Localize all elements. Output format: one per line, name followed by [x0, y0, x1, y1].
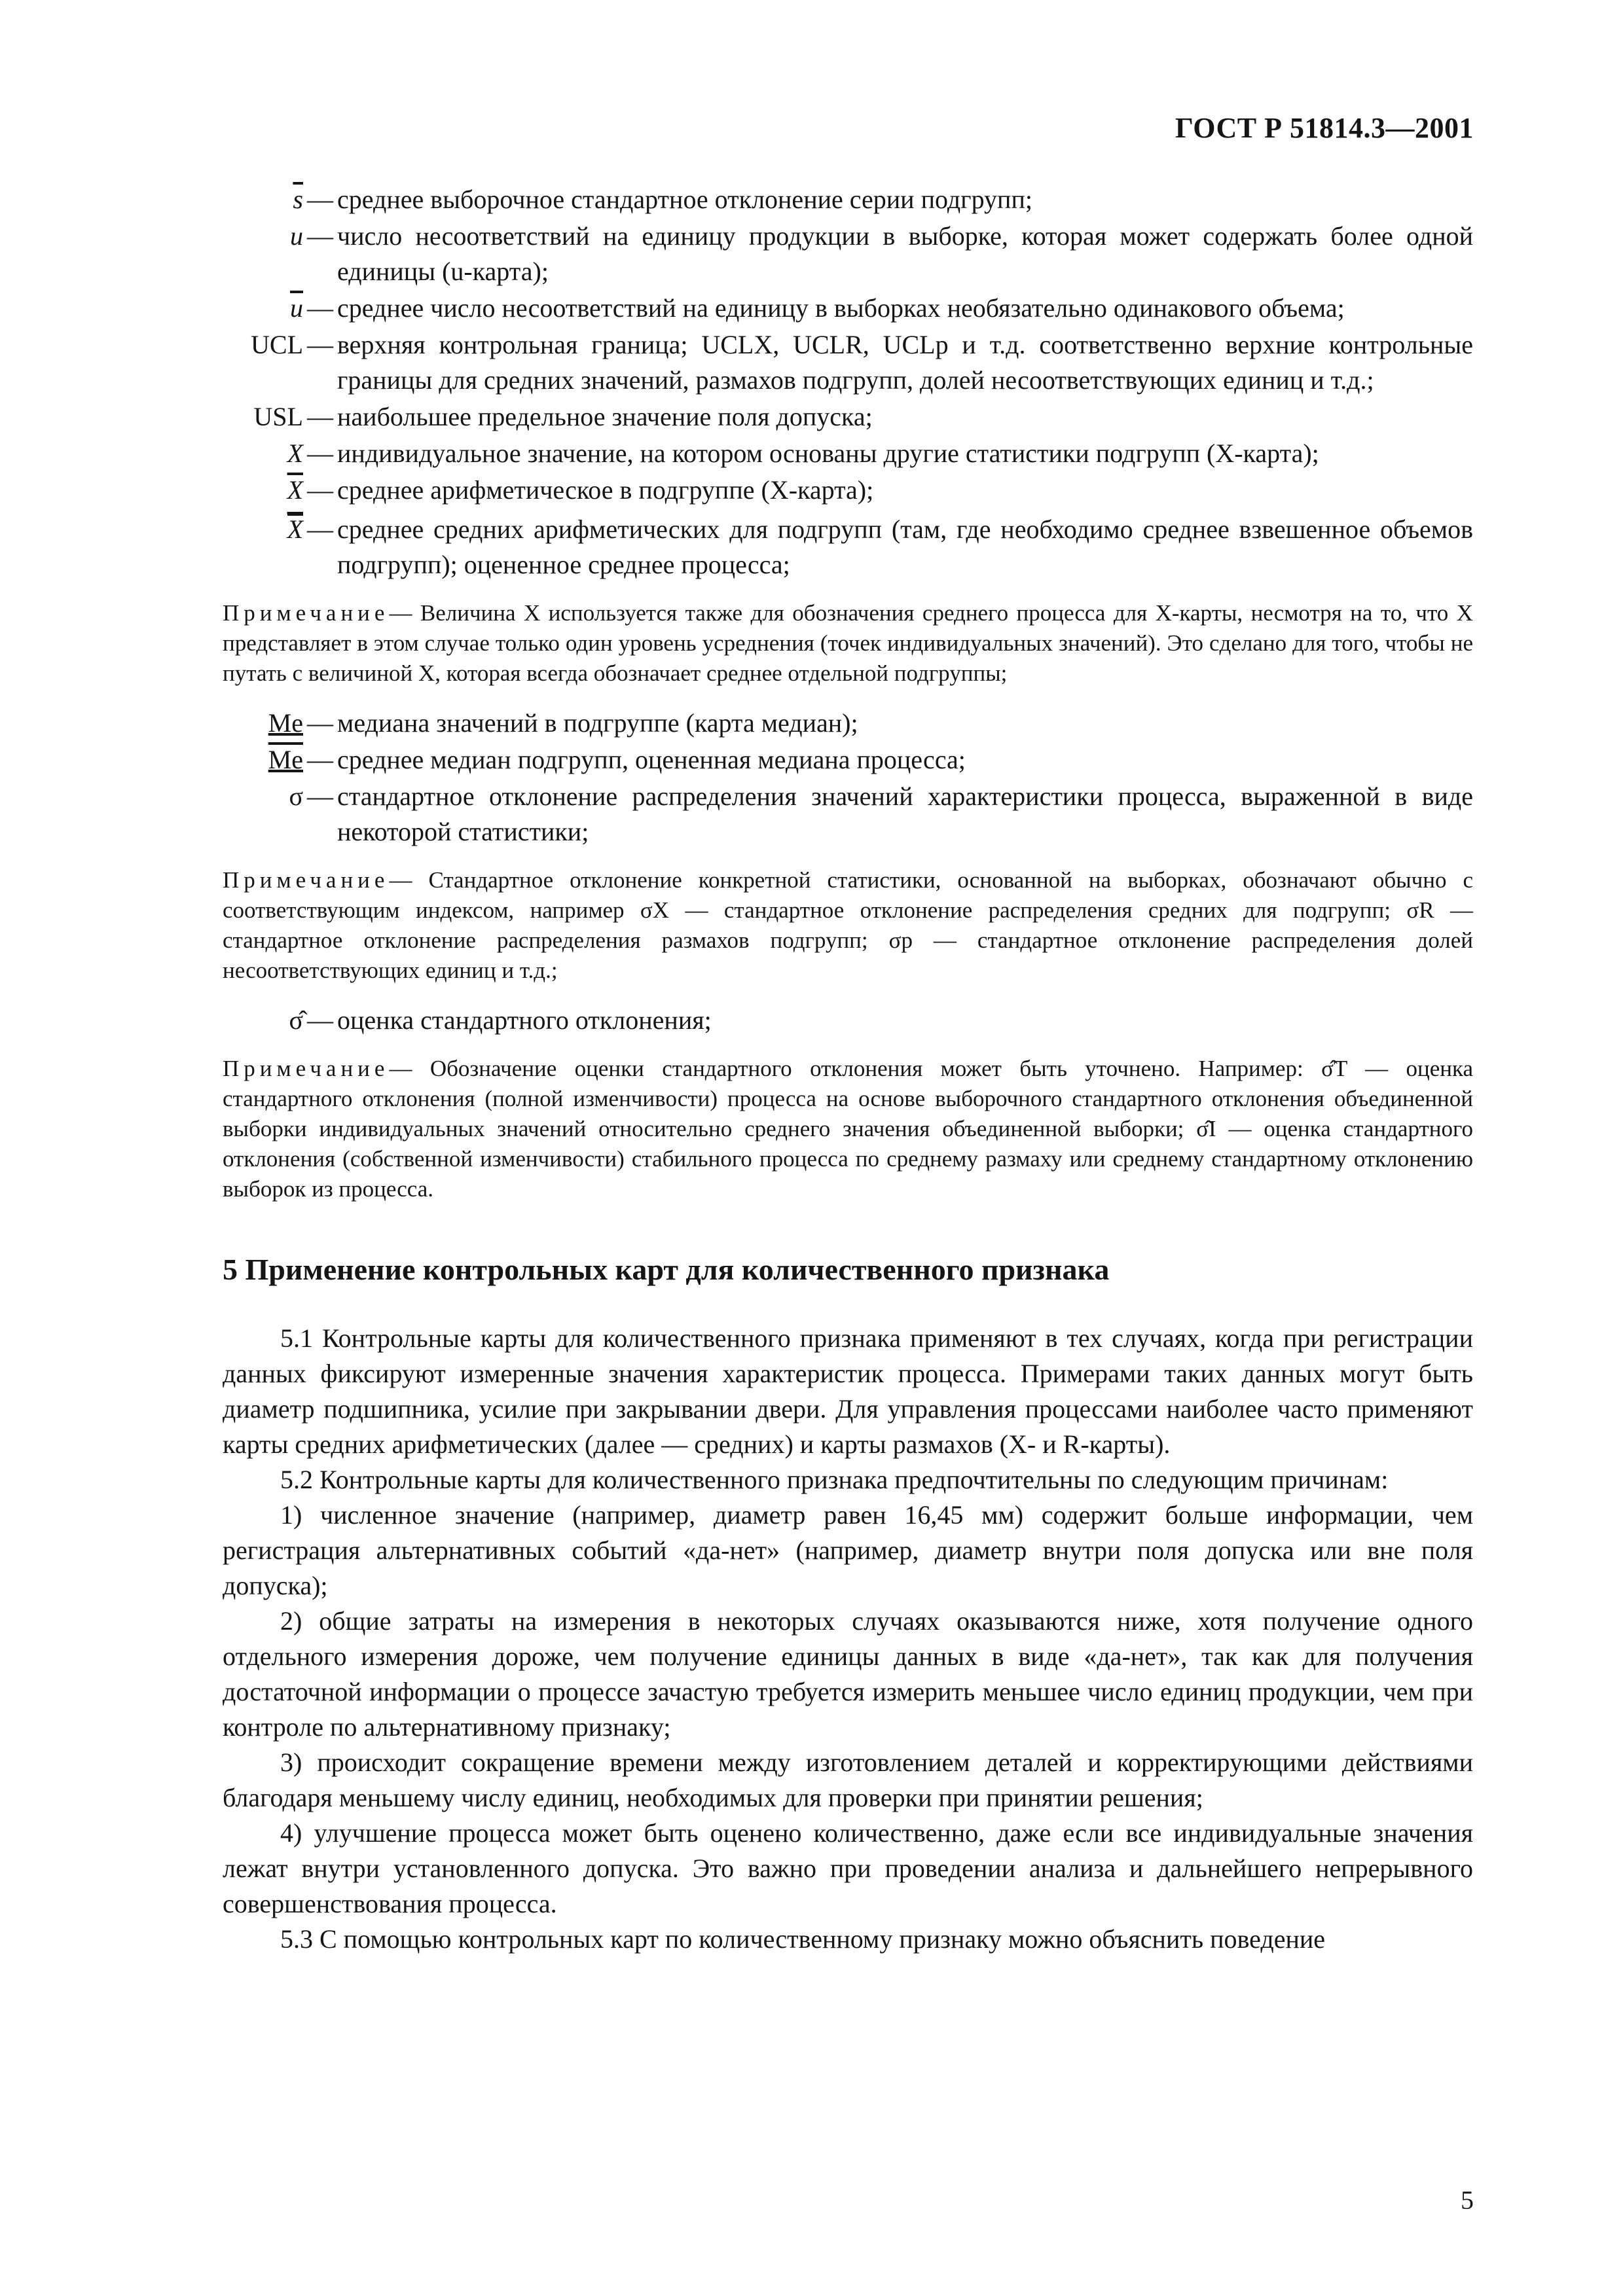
note-label: Примечание	[223, 600, 390, 626]
symbol: USL	[253, 402, 303, 431]
note-label: Примечание	[223, 1056, 390, 1081]
note-text: — Величина X используется также для обозначения среднего процесса для X-карты, несмотря на то, что X представляет в этом случае только один уровень усреднения (точек индивидуальных значений). Это сделано для того, чтобы не путать с величиной X, которая всегда обозначает среднее отдельной подгруппы;	[223, 600, 1473, 686]
paragraph: 3) происходит сокращение времени между изготовлением деталей и корректирующими действиями благодаря меньшему числу единиц, необходимых для проверки при принятии решения;	[223, 1748, 1473, 1812]
symbol: $\overline{s}$	[293, 185, 303, 214]
page-number: 5	[1461, 2185, 1474, 2215]
definition-text: число несоответствий на единицу продукции в выборке, которая может содержать более одной единицы (u-карта);	[337, 221, 1473, 286]
symbol: Me	[268, 745, 303, 774]
symbol: σ	[289, 781, 303, 811]
symbol: σ̂	[289, 1005, 303, 1035]
note-text: — Стандартное отклонение конкретной статистики, основанной на выборках, обозначают обычно с соответствующим индексом, например σX — стандартное отклонение распределения средних для подгрупп; σR — стандартное отклонение распределения размахов подгрупп; σp — стандартное отклонение распределения долей несоответствующих единиц и т.д.;	[223, 867, 1473, 983]
definition-text: оценка стандартного отклонения;	[337, 1005, 712, 1035]
definition-item: Me — медиана значений в подгруппе (карта медиан);	[223, 706, 1473, 741]
symbol: $\overline{X}$	[287, 514, 303, 544]
section-heading: 5 Применение контрольных карт для количественного признака	[223, 1253, 1110, 1286]
definition-text: среднее арифметическое в подгруппе (X-карта);	[337, 475, 874, 505]
definitions-list-b	[223, 706, 1473, 850]
symbol: $\overline{X}$	[287, 475, 303, 505]
paragraph: 5.2 Контрольные карты для количественного признака предпочтительны по следующим причинам:	[280, 1465, 1389, 1494]
note-label: Примечание	[223, 867, 390, 893]
paragraph: 1) численное значение (например, диаметр равен 16,45 мм) содержит больше информации, чем регистрация альтернативных событий «да-нет» (например, диаметр внутри поля допуска или вне поля допуска);	[223, 1500, 1473, 1600]
page-content	[223, 182, 1473, 1957]
note-3	[223, 1054, 1473, 1204]
definitions-list-c	[223, 1003, 1473, 1038]
definition-text: стандартное отклонение распределения значений характеристики процесса, выраженной в виде некоторой статистики;	[337, 781, 1473, 846]
document-id-header: ГОСТ Р 51814.3—2001	[1175, 112, 1474, 144]
symbol: $\overline{u}$	[290, 293, 303, 323]
definitions-list-a	[223, 182, 1473, 583]
definition-item: σ̂ — оценка стандартного отклонения;	[223, 1003, 1473, 1038]
definition-item: $\overline{s}$ — среднее выборочное стандартное отклонение серии подгрупп;	[223, 182, 1473, 217]
definition-text: среднее выборочное стандартное отклонение серии подгрупп;	[337, 185, 1032, 214]
symbol: UCL	[251, 330, 303, 359]
definition-text: среднее число несоответствий на единицу в выборках необязательно одинакового объема;	[337, 293, 1345, 323]
note-text: — Обозначение оценки стандартного отклонения может быть уточнено. Например: σ̂T — оценка стандартного отклонения (полной изменчивости) процесса на основе выборочного стандартного отклонения объединенной выборки индивидуальных значений относительно среднего значения объединенной выборки; σ̂I — оценка стандартного отклонения (собственной изменчивости) стабильного процесса по среднему размаху или среднему стандартному отклонению выборок из процесса.	[223, 1056, 1473, 1202]
symbol: u	[290, 221, 303, 251]
note-2	[223, 865, 1473, 986]
note-1	[223, 598, 1473, 689]
definition-item: UCL — верхняя контрольная граница; UCLX, UCLR, UCLp и т.д. соответственно верхние контрольные границы для средних значений, размахов подгрупп, долей несоответствующих единиц и т.д.;	[223, 327, 1473, 398]
definition-item: USL — наибольшее предельное значение поля допуска;	[223, 399, 1473, 435]
definition-item: X — индивидуальное значение, на котором основаны другие статистики подгрупп (X-карта);	[223, 436, 1473, 471]
definition-item: $\overline{X}$ — среднее средних арифметических для подгрупп (там, где необходимо среднее взвешенное объемов подгрупп); оцененное среднее процесса;	[223, 512, 1473, 583]
symbol: Me	[268, 708, 303, 738]
definition-item: $\overline{u}$ — среднее число несоответствий на единицу в выборках необязательно одинакового объема;	[223, 291, 1473, 326]
paragraph: 5.3 С помощью контрольных карт по количественному признаку можно объяснить поведение	[280, 1924, 1326, 1954]
definition-item: u — число несоответствий на единицу продукции в выборке, которая может содержать более одной единицы (u-карта);	[223, 219, 1473, 289]
definition-text: индивидуальное значение, на котором основаны другие статистики подгрупп (X-карта);	[337, 439, 1319, 468]
definition-item: $\overline{X}$ — среднее арифметическое в подгруппе (X-карта);	[223, 473, 1473, 508]
section-body	[223, 1321, 1473, 1957]
paragraph: 5.1 Контрольные карты для количественного признака применяют в тех случаях, когда при регистрации данных фиксируют измеренные значения характеристик процесса. Примерами таких данных могут быть диаметр подшипника, усилие при закрывании двери. Для управления процессами наиболее часто применяют карты средних арифметических (далее — средних) и карты размахов (X- и R-карты).	[223, 1323, 1473, 1459]
definition-text: медиана значений в подгруппе (карта медиан);	[337, 708, 858, 738]
definition-text: наибольшее предельное значение поля допуска;	[337, 402, 873, 431]
definition-text: среднее медиан подгрупп, оцененная медиана процесса;	[337, 745, 966, 774]
definition-text: верхняя контрольная граница; UCLX, UCLR, UCLp и т.д. соответственно верхние контрольные границы для средних значений, размахов подгрупп, долей несоответствующих единиц и т.д.;	[337, 330, 1473, 395]
paragraph: 4) улучшение процесса может быть оценено количественно, даже если все индивидуальные значения лежат внутри установленного допуска. Это важно при проведении анализа и дальнейшего непрерывного совершенствования процесса.	[223, 1818, 1473, 1918]
paragraph: 2) общие затраты на измерения в некоторых случаях оказываются ниже, хотя получение одного отдельного измерения дороже, чем получение единицы данных в виде «да-нет», так как для получения достаточной информации о процессе зачастую требуется измерить меньшее число единиц продукции, чем при контроле по альтернативному признаку;	[223, 1606, 1473, 1742]
definition-item: Me — среднее медиан подгрупп, оцененная медиана процесса;	[223, 742, 1473, 778]
symbol: X	[287, 439, 303, 468]
definition-text: среднее средних арифметических для подгрупп (там, где необходимо среднее взвешенное объемов подгрупп); оцененное среднее процесса;	[337, 514, 1473, 579]
definition-item: σ — стандартное отклонение распределения значений характеристики процесса, выраженной в виде некоторой статистики;	[223, 779, 1473, 850]
